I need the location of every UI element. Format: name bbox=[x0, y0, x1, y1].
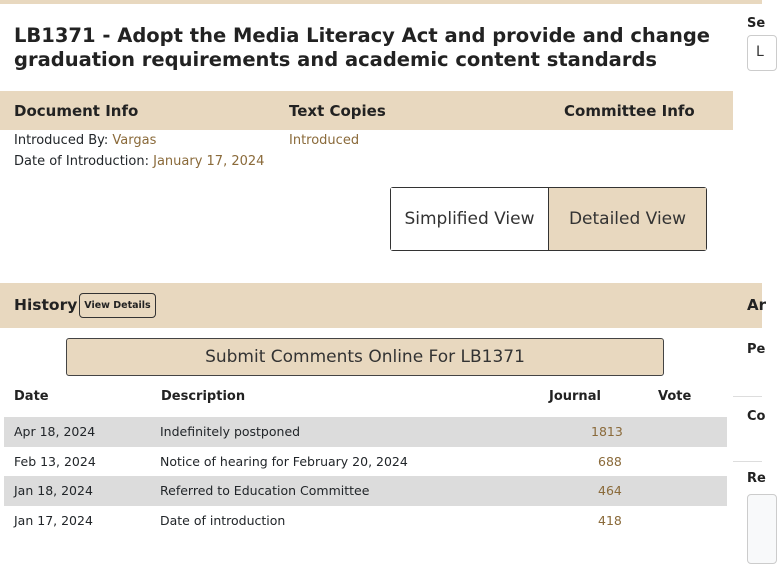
column-header-date: Date bbox=[14, 389, 49, 404]
committee-label: Co bbox=[747, 409, 766, 424]
view-toggle bbox=[390, 187, 707, 251]
introduction-date-line bbox=[14, 154, 264, 169]
column-header-journal: Journal bbox=[549, 389, 601, 404]
pending-label: Pe bbox=[747, 342, 766, 357]
row-journal-link[interactable]: 418 bbox=[598, 513, 622, 528]
row-description: Referred to Education Committee bbox=[160, 483, 370, 498]
row-journal-link[interactable]: 464 bbox=[598, 483, 622, 498]
row-date: Apr 18, 2024 bbox=[14, 424, 96, 439]
simplified-view-button[interactable]: Simplified View bbox=[391, 188, 549, 250]
row-date: Jan 17, 2024 bbox=[14, 513, 93, 528]
history-heading: History bbox=[14, 296, 78, 314]
row-description: Indefinitely postponed bbox=[160, 424, 301, 439]
view-details-button[interactable]: View Details bbox=[79, 293, 156, 318]
row-journal-link[interactable]: 688 bbox=[598, 454, 622, 469]
related-label: Re bbox=[747, 471, 766, 486]
text-copies-heading: Text Copies bbox=[289, 102, 386, 120]
top-accent-bar bbox=[0, 0, 762, 4]
panel-divider bbox=[733, 461, 762, 462]
table-row bbox=[4, 506, 727, 536]
column-header-description: Description bbox=[161, 389, 246, 404]
amendments-heading: Ar bbox=[747, 296, 767, 314]
row-date: Jan 18, 2024 bbox=[14, 483, 93, 498]
search-input[interactable]: L bbox=[747, 35, 777, 71]
page-title: LB1371 - Adopt the Media Literacy Act and provide and change graduation requirements and academic content standards bbox=[14, 24, 711, 71]
table-row bbox=[4, 476, 727, 506]
introduction-date-label: Date of Introduction: bbox=[14, 154, 149, 169]
introduced-by-label: Introduced By: bbox=[14, 133, 109, 148]
row-description: Date of introduction bbox=[160, 513, 286, 528]
panel-divider bbox=[733, 396, 762, 397]
table-row bbox=[4, 417, 727, 447]
related-box bbox=[747, 494, 777, 564]
document-info-heading: Document Info bbox=[14, 102, 139, 120]
search-label: Se bbox=[747, 16, 766, 31]
introducer-link[interactable]: Vargas bbox=[112, 133, 157, 148]
introduction-date-link[interactable]: January 17, 2024 bbox=[153, 154, 265, 169]
table-row bbox=[4, 447, 727, 477]
text-copy-introduced-link[interactable]: Introduced bbox=[289, 133, 360, 148]
submit-comments-button[interactable]: Submit Comments Online For LB1371 bbox=[66, 338, 664, 376]
row-date: Feb 13, 2024 bbox=[14, 454, 96, 469]
introduced-by-line bbox=[14, 133, 156, 148]
row-journal-link[interactable]: 1813 bbox=[591, 424, 623, 439]
row-description: Notice of hearing for February 20, 2024 bbox=[160, 454, 408, 469]
column-header-vote: Vote bbox=[658, 389, 692, 404]
detailed-view-button[interactable]: Detailed View bbox=[549, 188, 706, 250]
committee-info-heading: Committee Info bbox=[564, 102, 695, 120]
